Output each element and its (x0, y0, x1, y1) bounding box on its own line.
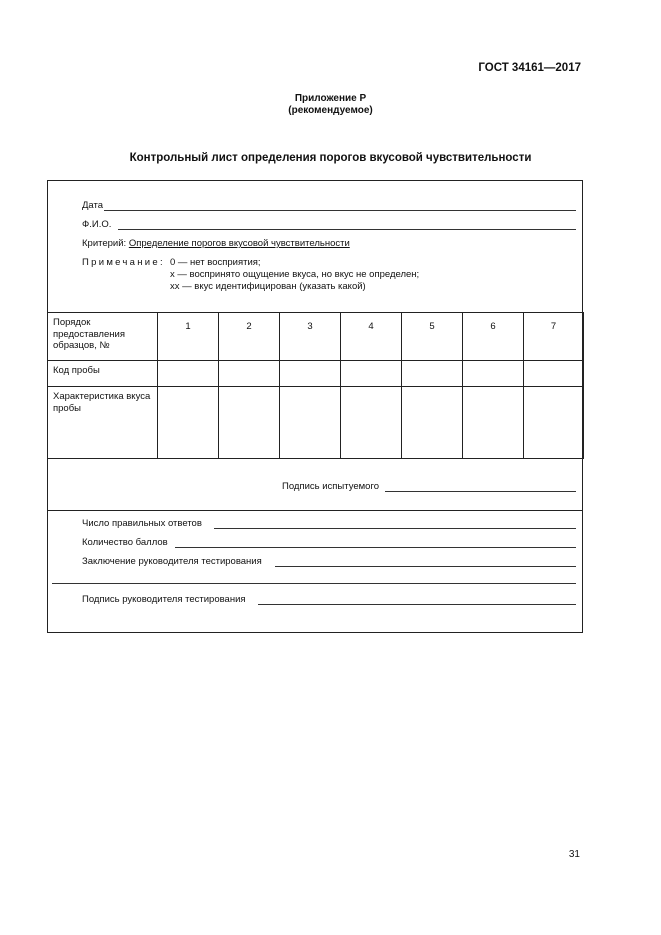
criterion-label: Критерий: (82, 238, 127, 249)
correct-answers-label: Число правильных ответов (82, 518, 202, 529)
samples-table (47, 312, 584, 459)
standard-number: ГОСТ 34161—2017 (478, 62, 581, 74)
note-label: Примечание: (82, 257, 165, 268)
taste-cell[interactable] (524, 387, 584, 459)
name-label: Ф.И.О. (82, 219, 112, 230)
taste-cell[interactable] (280, 387, 341, 459)
column-number: 1 (158, 313, 219, 361)
score-label: Количество баллов (82, 537, 168, 548)
row-label-taste: Характеристика вкуса пробы (48, 387, 158, 459)
code-cell[interactable] (402, 361, 463, 387)
taste-cell[interactable] (158, 387, 219, 459)
taste-cell[interactable] (219, 387, 280, 459)
manager-signature-field[interactable] (258, 604, 576, 605)
code-cell[interactable] (219, 361, 280, 387)
table-row (48, 361, 584, 387)
appendix-heading (0, 93, 661, 117)
code-cell[interactable] (524, 361, 584, 387)
date-field[interactable] (104, 210, 576, 211)
code-cell[interactable] (158, 361, 219, 387)
subject-signature-field[interactable] (385, 491, 576, 492)
section-divider (47, 510, 583, 511)
date-label: Дата (82, 200, 104, 211)
taste-cell[interactable] (402, 387, 463, 459)
table-row (48, 387, 584, 459)
name-field[interactable] (118, 229, 576, 230)
code-cell[interactable] (463, 361, 524, 387)
taste-cell[interactable] (341, 387, 402, 459)
row-label-order: Порядок предоставления образцов, № (48, 313, 158, 361)
manager-signature-label: Подпись руководителя тестирования (82, 594, 246, 605)
column-number: 3 (280, 313, 341, 361)
note-line: х — воспринято ощущение вкуса, но вкус не определен; (170, 269, 420, 280)
row-label-code: Код пробы (48, 361, 158, 387)
note-legend (170, 257, 419, 293)
score-field[interactable] (175, 547, 576, 548)
taste-cell[interactable] (463, 387, 524, 459)
code-cell[interactable] (341, 361, 402, 387)
column-number: 5 (402, 313, 463, 361)
column-number: 2 (219, 313, 280, 361)
conclusion-field[interactable] (275, 566, 576, 567)
code-cell[interactable] (280, 361, 341, 387)
column-number: 6 (463, 313, 524, 361)
page-number: 31 (568, 849, 580, 860)
column-number: 4 (341, 313, 402, 361)
criterion-value: Определение порогов вкусовой чувствительности (128, 238, 350, 249)
correct-answers-field[interactable] (214, 528, 576, 529)
table-row (48, 313, 584, 361)
criterion-row (82, 238, 350, 250)
note-line: 0 — нет восприятия; (170, 257, 261, 268)
appendix-subtitle: (рекомендуемое) (288, 105, 373, 116)
appendix-title: Приложение Р (294, 93, 367, 104)
subject-signature-label: Подпись испытуемого (282, 481, 380, 492)
note-line: хх — вкус идентифицирован (указать какой) (170, 281, 366, 292)
conclusion-field-extra[interactable] (52, 583, 576, 584)
form-title: Контрольный лист определения порогов вкусовой чувствительности (129, 152, 532, 164)
column-number: 7 (524, 313, 584, 361)
conclusion-label: Заключение руководителя тестирования (82, 556, 262, 567)
